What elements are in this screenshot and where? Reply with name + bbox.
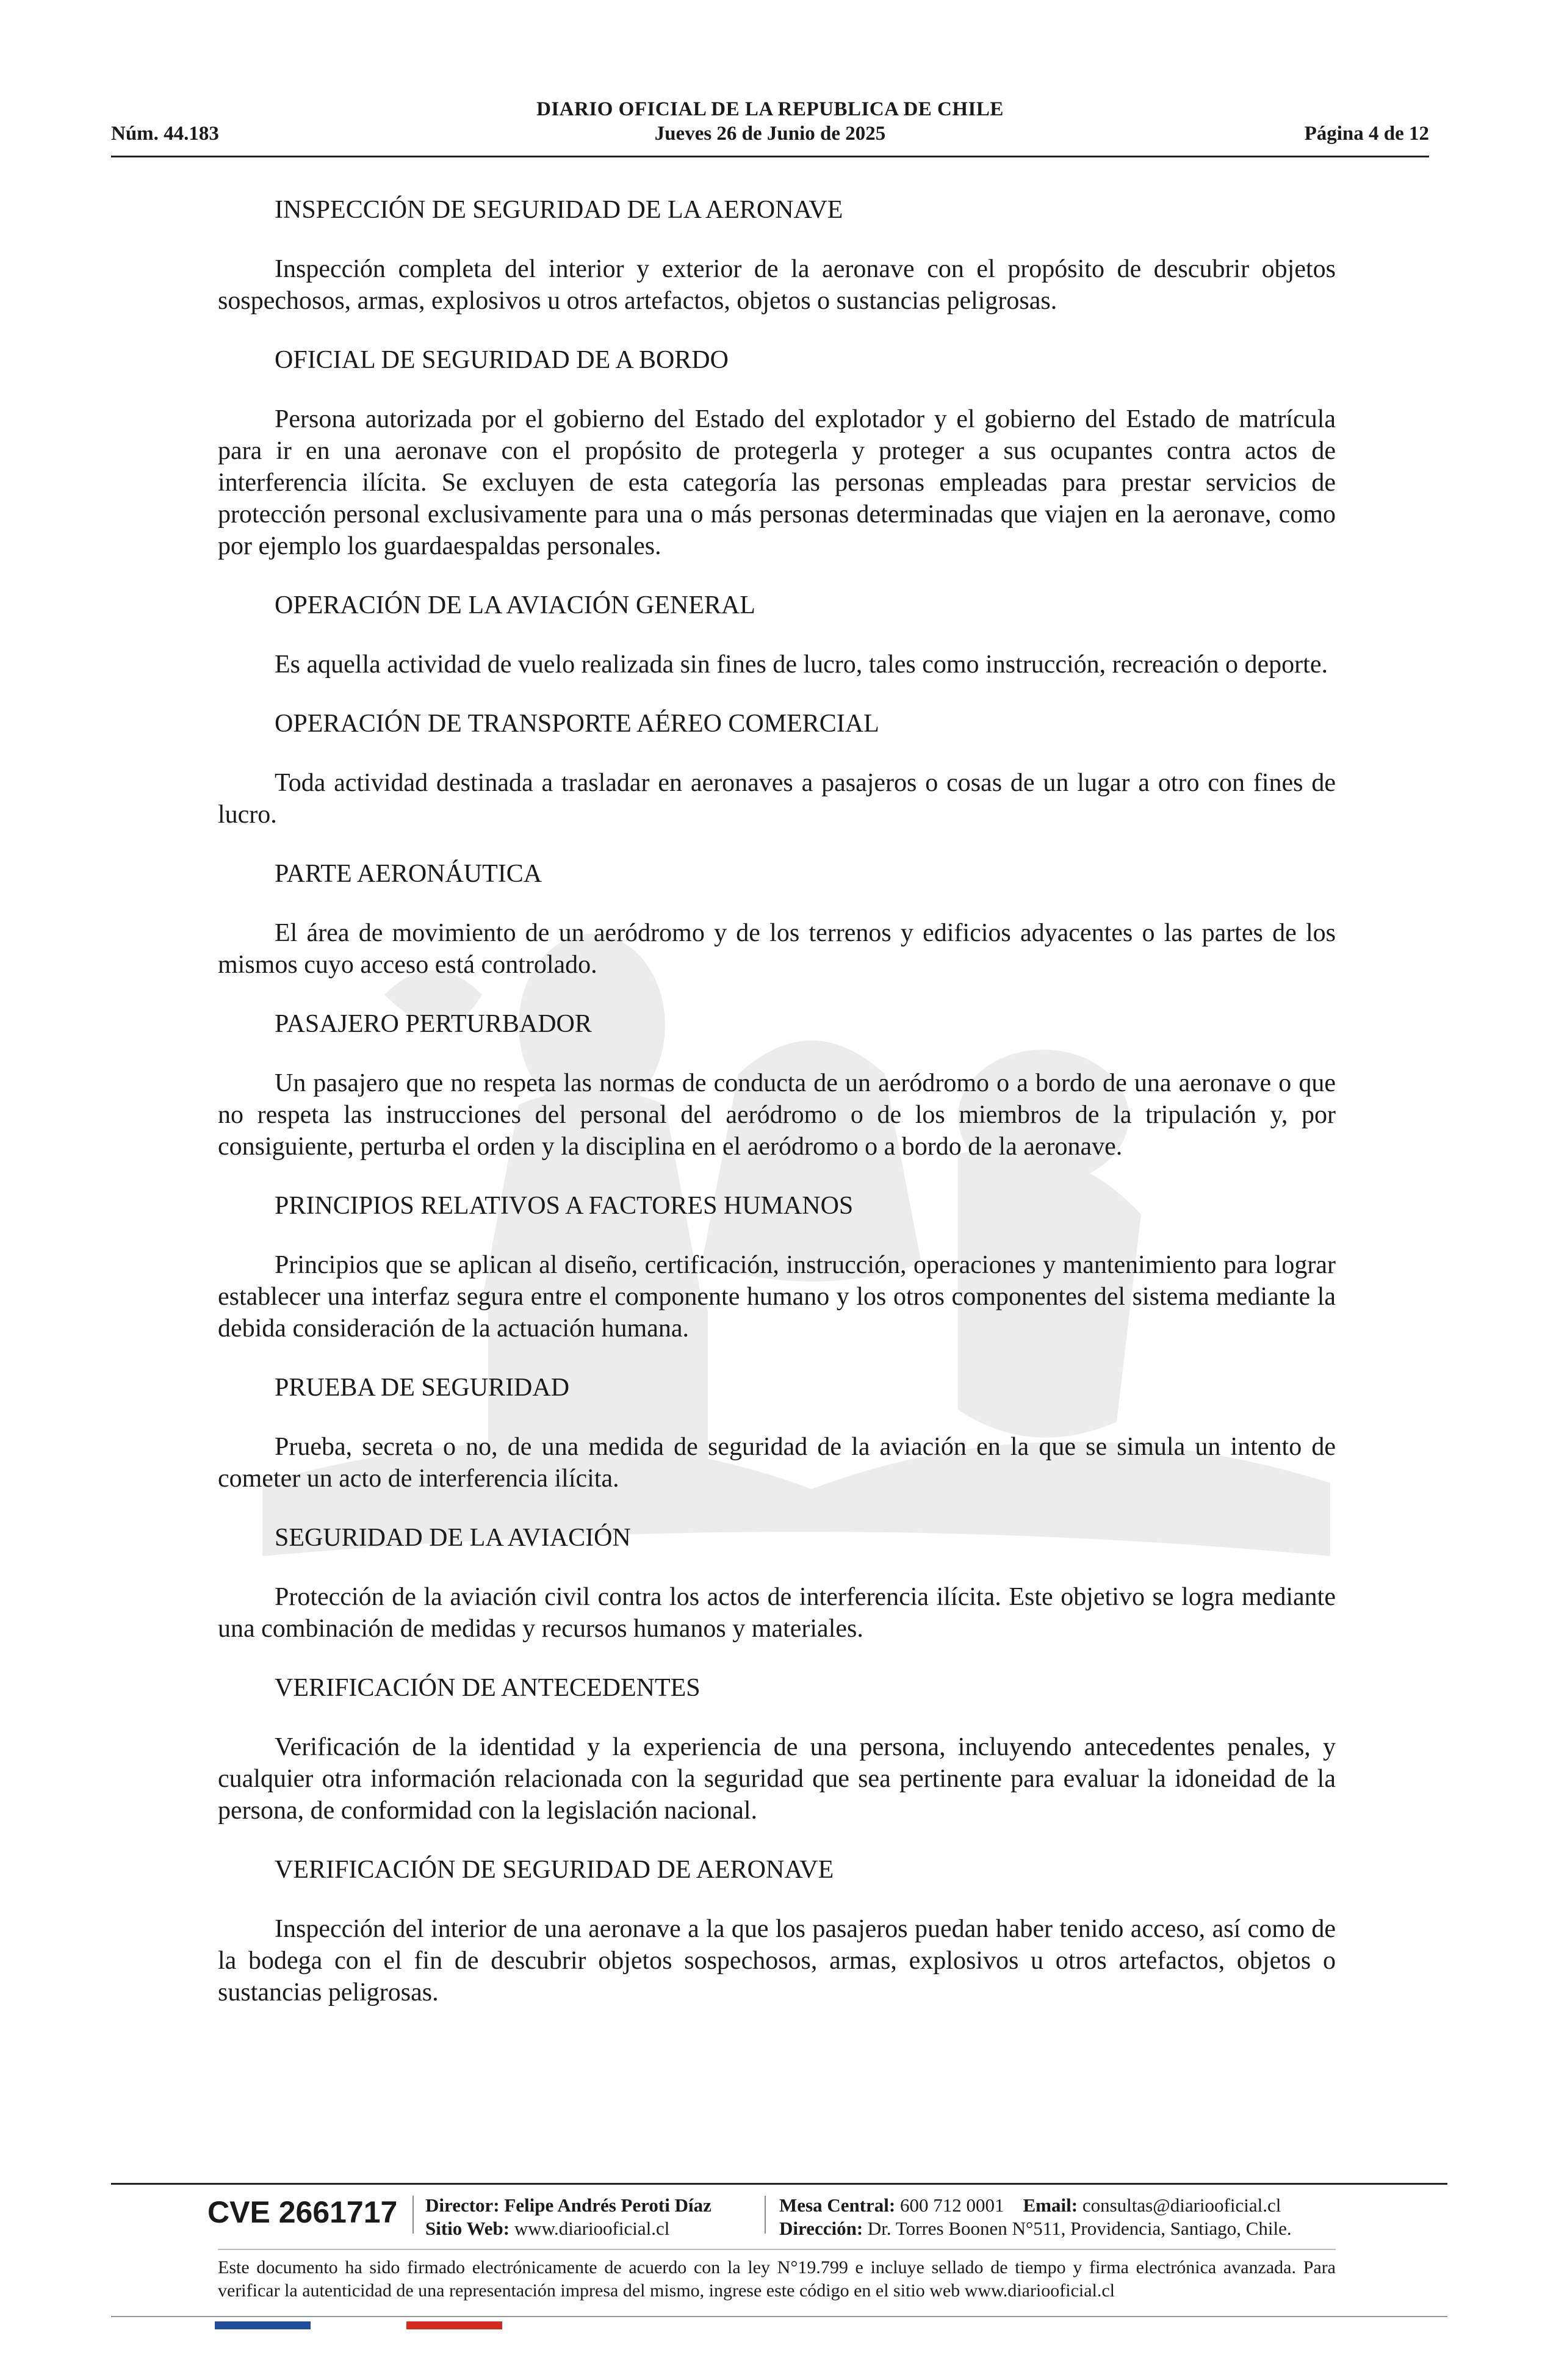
flag-blue-segment <box>215 2321 311 2329</box>
page-header <box>111 95 1429 157</box>
email-link[interactable]: consultas@diariooficial.cl <box>1082 2194 1281 2216</box>
entry-term: VERIFICACIÓN DE SEGURIDAD DE AERONAVE <box>275 1856 834 1884</box>
director-name: Felipe Andrés Peroti Díaz <box>504 2194 711 2216</box>
flag-red-segment <box>406 2321 502 2329</box>
address-text: Dr. Torres Boonen N°511, Providencia, Santiago, Chile. <box>867 2218 1292 2239</box>
glossary-content <box>218 194 1336 2036</box>
entry-term: PRUEBA DE SEGURIDAD <box>275 1374 570 1402</box>
flag-white-segment <box>311 2321 406 2329</box>
entry-term: PASAJERO PERTURBADOR <box>275 1010 592 1038</box>
mesa-label: Mesa Central: <box>779 2194 896 2216</box>
legal-notice: Este documento ha sido firmado electrónicamente de acuerdo con la ley N°19.799 e incluye sellado de tiempo y firma electrónica avanzada. Para verificar la autenticidad de una representación impresa del mismo, ingrese este código en el sitio web www.diariooficial.cl <box>218 2257 1336 2301</box>
glossary-entry <box>218 590 1336 680</box>
entry-definition: Verificación de la identidad y la experiencia de una persona, incluyendo antecedentes penales, y cualquier otra información relacionada con la seguridad que sea pertinente para evaluar la idoneidad de la persona, de conformidad con la legislación nacional. <box>218 1733 1336 1825</box>
glossary-entry <box>218 1672 1336 1826</box>
footer-separator <box>765 2196 766 2234</box>
entry-term: VERIFICACIÓN DE ANTECEDENTES <box>275 1674 701 1702</box>
entry-definition: Es aquella actividad de vuelo realizada sin fines de lucro, tales como instrucción, recreación o deporte. <box>275 651 1328 679</box>
entry-definition: Protección de la aviación civil contra los actos de interferencia ilícita. Este objetivo se logra mediante una combinación de medidas y recursos humanos y materiales. <box>218 1583 1336 1643</box>
entry-term: OPERACIÓN DE TRANSPORTE AÉREO COMERCIAL <box>275 710 879 738</box>
issue-date: Jueves 26 de Junio de 2025 <box>654 123 886 145</box>
glossary-entry <box>218 858 1336 981</box>
email-label: Email: <box>1023 2194 1078 2216</box>
entry-term: OFICIAL DE SEGURIDAD DE A BORDO <box>275 346 729 374</box>
footer-divider-bottom <box>111 2316 1447 2317</box>
footer-divider-thin <box>218 2249 1336 2250</box>
entry-definition: Un pasajero que no respeta las normas de conducta de un aeródromo o a bordo de una aeronave o que no respeta las instrucciones del personal del aeródromo o de los miembros de la tripulación y, por consiguiente, perturba el orden y la disciplina en el aeródromo o a bordo de la aeronave. <box>218 1069 1336 1161</box>
entry-definition: Inspección completa del interior y exterior de la aeronave con el propósito de descubrir objetos sospechosos, armas, explosivos u otros artefactos, objetos o sustancias peligrosas. <box>218 255 1336 315</box>
entry-definition: Principios que se aplican al diseño, certificación, instrucción, operaciones y mantenimiento para lograr establecer una interfaz segura entre el componente humano y los otros componentes del sistema mediante la debida consideración de la actuación humana. <box>218 1251 1336 1343</box>
entry-term: PARTE AERONÁUTICA <box>275 860 542 888</box>
footer-divider <box>111 2183 1447 2185</box>
entry-term: SEGURIDAD DE LA AVIACIÓN <box>275 1524 631 1552</box>
glossary-entry <box>218 1522 1336 1645</box>
glossary-entry <box>218 1372 1336 1495</box>
phone-number: 600 712 0001 <box>900 2194 1004 2216</box>
glossary-entry <box>218 1854 1336 2008</box>
newspaper-title: DIARIO OFICIAL DE LA REPUBLICA DE CHILE <box>536 98 1004 120</box>
address-label: Dirección: <box>779 2218 863 2239</box>
entry-definition: El área de movimiento de un aeródromo y de los terrenos y edificios adyacentes o las partes de los mismos cuyo acceso está controlado. <box>218 919 1336 979</box>
entry-definition: Prueba, secreta o no, de una medida de seguridad de la aviación en la que se simula un intento de cometer un acto de interferencia ilícita. <box>218 1433 1336 1493</box>
cve-code: CVE 2661717 <box>207 2195 398 2229</box>
entry-definition: Toda actividad destinada a trasladar en aeronaves a pasajeros o cosas de un lugar a otro con fines de lucro. <box>218 769 1336 829</box>
chile-flag-stripe <box>215 2321 502 2329</box>
entry-term: PRINCIPIOS RELATIVOS A FACTORES HUMANOS <box>275 1192 854 1220</box>
glossary-entry <box>218 1190 1336 1344</box>
footer-contact-info <box>779 2194 1292 2240</box>
glossary-entry <box>218 194 1336 317</box>
page-number: Página 4 de 12 <box>1304 123 1429 145</box>
website-link[interactable]: www.diariooficial.cl <box>514 2218 670 2239</box>
footer-separator <box>412 2196 414 2234</box>
director-label: Director: <box>425 2194 500 2216</box>
entry-term: OPERACIÓN DE LA AVIACIÓN GENERAL <box>275 591 755 619</box>
issue-number: Núm. 44.183 <box>111 123 219 145</box>
glossary-entry <box>218 344 1336 562</box>
entry-definition: Persona autorizada por el gobierno del Estado del explotador y el gobierno del Estado de matrícula para ir en una aeronave con el propósito de protegerla y proteger a sus ocupantes contra actos de interferencia ilícita. Se excluyen de esta categoría las personas empleadas para prestar servicios de protección personal exclusivamente para una o más personas determinadas que viajen en la aeronave, como por ejemplo los guardaespaldas personales. <box>218 405 1336 560</box>
web-label: Sitio Web: <box>425 2218 510 2239</box>
glossary-entry <box>218 1008 1336 1163</box>
footer-director-info <box>425 2194 711 2240</box>
glossary-entry <box>218 708 1336 831</box>
entry-definition: Inspección del interior de una aeronave a la que los pasajeros puedan haber tenido acceso, así como de la bodega con el fin de descubrir objetos sospechosos, armas, explosivos u otros artefactos, objetos o sustancias peligrosas. <box>218 1915 1336 2007</box>
entry-term: INSPECCIÓN DE SEGURIDAD DE LA AERONAVE <box>275 196 843 224</box>
